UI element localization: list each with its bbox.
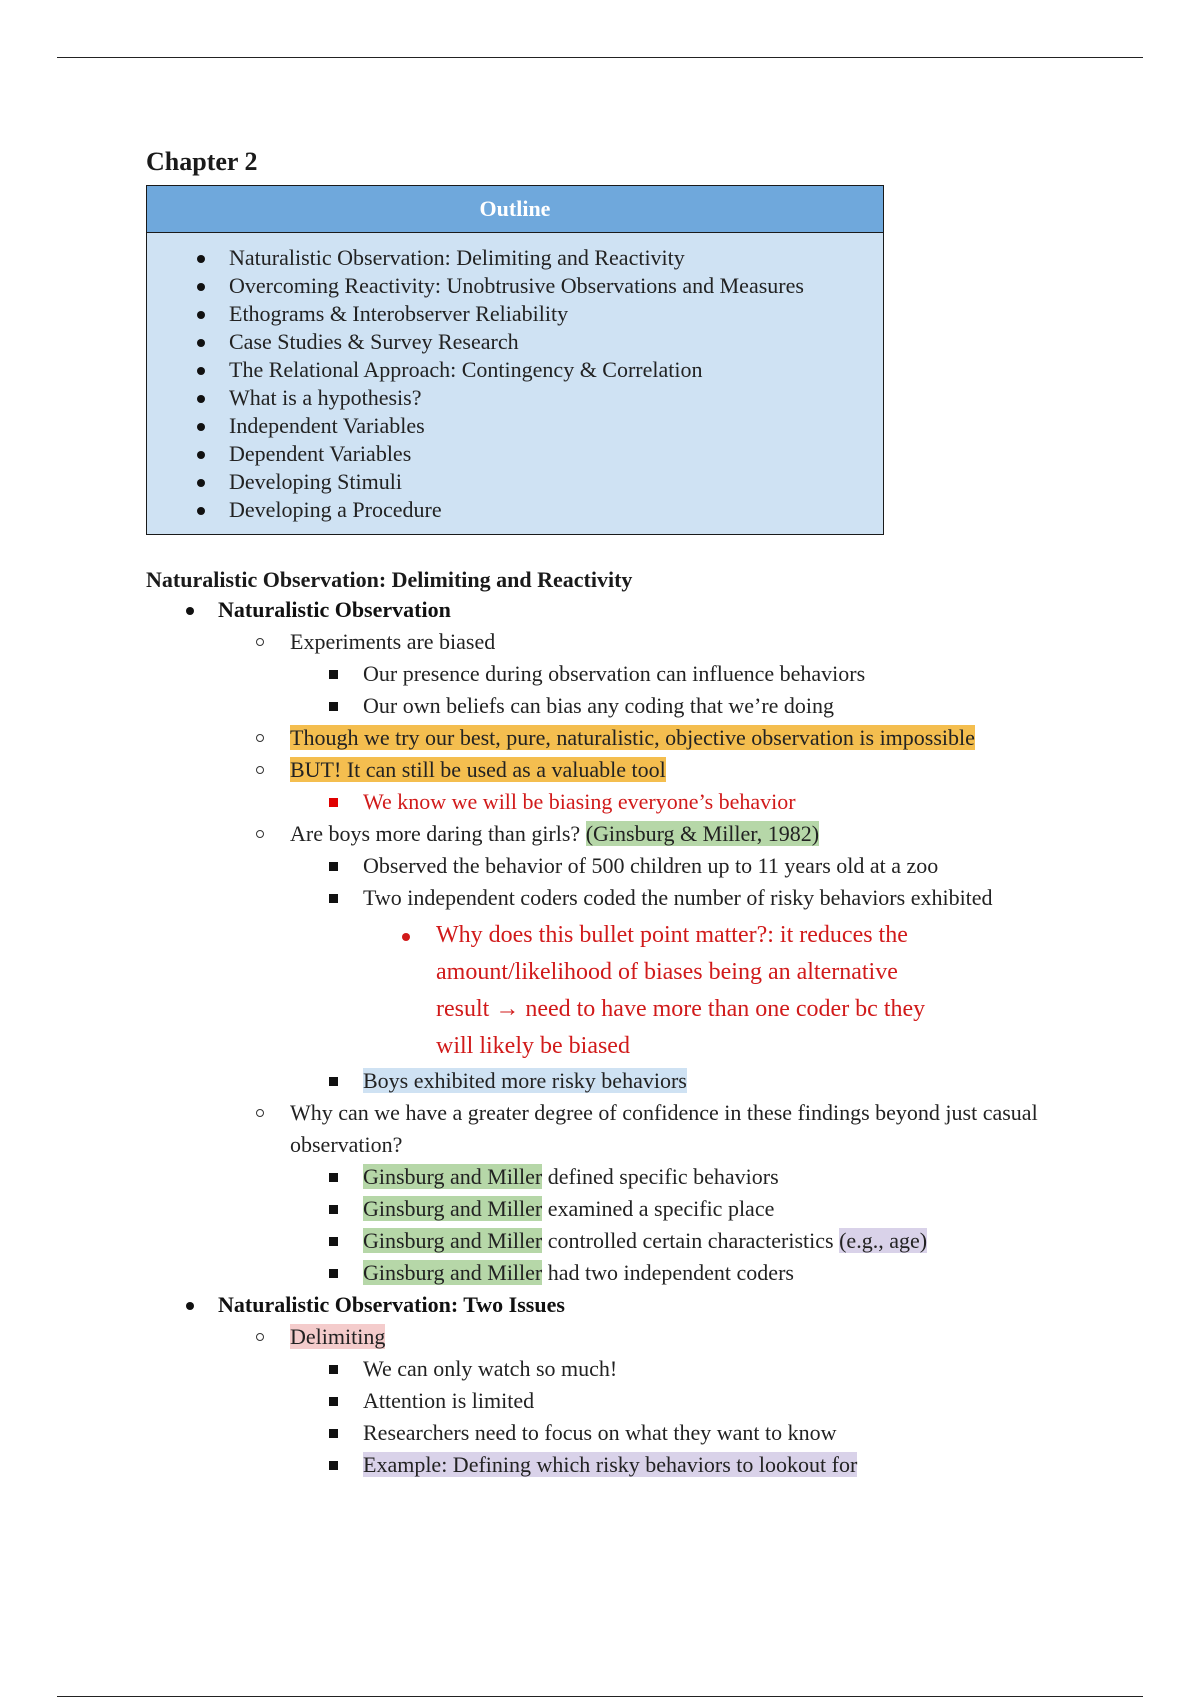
highlighted-text: Example: Defining which risky behaviors to lookout for (363, 1452, 858, 1477)
bullet-l1 (146, 1289, 1106, 1321)
annotation-text: Why does this bullet point matter?: it reduces the amount/likelihood of biases being an alternative result → need to have more than one coder bc they will likely be biased (436, 922, 926, 1059)
outline-item: Independent Variables (147, 412, 883, 440)
outline-list (147, 233, 883, 534)
bullet-l3 (146, 1257, 1106, 1289)
square-bullet-icon (329, 862, 338, 871)
bullet-text: We can only watch so much! (363, 1356, 618, 1381)
outline-table (146, 185, 884, 535)
hollow-bullet-icon (256, 734, 264, 742)
section-title: Naturalistic Observation: Delimiting and Reactivity (146, 567, 633, 592)
bullet-text: defined specific behaviors (547, 1164, 779, 1189)
outline-heading: Outline (147, 186, 883, 233)
outline-item: Overcoming Reactivity: Unobtrusive Observations and Measures (147, 272, 883, 300)
square-bullet-icon (329, 1397, 338, 1406)
author-highlight: Ginsburg and Miller (363, 1196, 543, 1221)
bullet-l3 (146, 882, 1106, 914)
bullet-l2 (146, 722, 1106, 754)
square-bullet-icon (329, 1429, 338, 1438)
top-rule (57, 57, 1143, 58)
square-bullet-icon (329, 1205, 338, 1214)
bullet-l2 (146, 1321, 1106, 1353)
annotation-text: We know we will be biasing everyone’s behavior (363, 789, 796, 814)
outline-item: Ethograms & Interobserver Reliability (147, 300, 883, 328)
bullet-l2 (146, 1097, 1066, 1161)
square-bullet-icon (329, 894, 338, 903)
bullet-text: Researchers need to focus on what they want to know (363, 1420, 837, 1445)
square-bullet-icon (329, 670, 338, 679)
bullet-text: Our presence during observation can influence behaviors (363, 661, 866, 686)
bullet-l2 (146, 818, 1106, 850)
bullet-text: Naturalistic Observation: Two Issues (218, 1292, 565, 1317)
bullet-text: Are boys more daring than girls? (290, 821, 581, 846)
hollow-bullet-icon (256, 638, 264, 646)
hollow-bullet-icon (256, 1333, 264, 1341)
square-bullet-icon (329, 1269, 338, 1278)
bullet-l2 (146, 626, 1106, 658)
bullet-l3 (146, 1225, 1106, 1257)
bullet-l3 (146, 1417, 1106, 1449)
bullet-l3 (146, 786, 1106, 818)
example-note: (e.g., age) (839, 1228, 928, 1253)
bullet-l3 (146, 1449, 1106, 1481)
bullet-text: examined a specific place (547, 1196, 775, 1221)
filled-bullet-icon (186, 607, 194, 615)
bullet-l3 (146, 658, 1106, 690)
bullet-text: Why can we have a greater degree of confidence in these findings beyond just casual observation? (290, 1100, 1038, 1157)
bullet-l3 (146, 850, 1106, 882)
red-square-bullet-icon (329, 798, 338, 807)
bullet-text: controlled certain characteristics (547, 1228, 834, 1253)
bullet-l3 (146, 690, 1106, 722)
bullet-l3 (146, 1193, 1106, 1225)
square-bullet-icon (329, 702, 338, 711)
hollow-bullet-icon (256, 766, 264, 774)
document-body (146, 145, 1106, 1481)
square-bullet-icon (329, 1173, 338, 1182)
bullet-l3 (146, 1161, 1106, 1193)
highlighted-text: BUT! It can still be used as a valuable tool (290, 757, 666, 782)
square-bullet-icon (329, 1365, 338, 1374)
bullet-text: Naturalistic Observation (218, 597, 451, 622)
square-bullet-icon (329, 1077, 338, 1086)
outline-item: Developing Stimuli (147, 468, 883, 496)
outline-item: Naturalistic Observation: Delimiting and Reactivity (147, 244, 883, 272)
highlighted-text: Boys exhibited more risky behaviors (363, 1068, 687, 1093)
bullet-text: Attention is limited (363, 1388, 535, 1413)
bottom-rule (57, 1696, 1143, 1697)
hollow-bullet-icon (256, 1109, 264, 1117)
outline-item: What is a hypothesis? (147, 384, 883, 412)
bullet-l4 (146, 917, 926, 1065)
bullet-text: Experiments are biased (290, 629, 496, 654)
author-highlight: Ginsburg and Miller (363, 1228, 543, 1253)
outline-item: Developing a Procedure (147, 496, 883, 524)
author-highlight: Ginsburg and Miller (363, 1260, 543, 1285)
highlighted-text: Delimiting (290, 1324, 386, 1349)
bullet-l3 (146, 1065, 1106, 1097)
outline-item: The Relational Approach: Contingency & Correlation (147, 356, 883, 384)
outline-item: Dependent Variables (147, 440, 883, 468)
citation: (Ginsburg & Miller, 1982) (585, 821, 820, 846)
highlighted-text: Though we try our best, pure, naturalistic, objective observation is impossible (290, 725, 975, 750)
bullet-l3 (146, 1353, 1106, 1385)
red-bullet-icon (402, 933, 410, 941)
author-highlight: Ginsburg and Miller (363, 1164, 543, 1189)
bullet-text: had two independent coders (547, 1260, 794, 1285)
bullet-l1 (146, 594, 1106, 626)
outline-item: Case Studies & Survey Research (147, 328, 883, 356)
bullet-l3 (146, 1385, 1106, 1417)
chapter-title: Chapter 2 (146, 147, 258, 176)
square-bullet-icon (329, 1237, 338, 1246)
bullet-text: Two independent coders coded the number of risky behaviors exhibited (363, 885, 993, 910)
filled-bullet-icon (186, 1302, 194, 1310)
bullet-text: Our own beliefs can bias any coding that we’re doing (363, 693, 835, 718)
bullet-l2 (146, 754, 1106, 786)
square-bullet-icon (329, 1461, 338, 1470)
hollow-bullet-icon (256, 830, 264, 838)
bullet-text: Observed the behavior of 500 children up to 11 years old at a zoo (363, 853, 939, 878)
